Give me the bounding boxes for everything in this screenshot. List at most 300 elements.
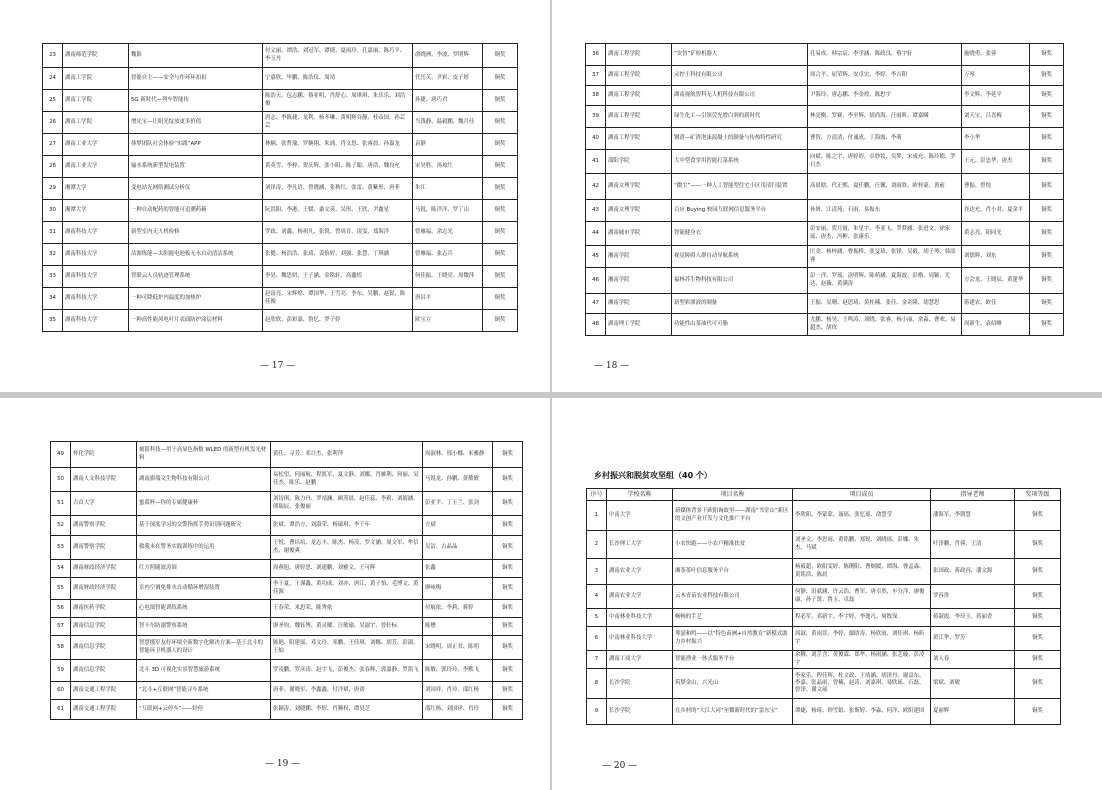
section-title: 乡村振兴和脱贫攻坚组（40 个） — [594, 471, 712, 480]
school-name: 湖南文理学院 — [606, 200, 672, 222]
row-number: 9 — [587, 699, 607, 725]
project-name: 智能自主——安全与作环环扣扣 — [129, 68, 263, 90]
advisors: 孙捷、唐巧君 — [413, 90, 483, 112]
table-row — [587, 501, 1061, 531]
team-members: 孙妍、江清苑、石雨、易振东 — [808, 200, 962, 222]
row-number: 5 — [587, 609, 607, 627]
row-number: 41 — [586, 150, 606, 174]
advisors: 张鑫 — [423, 560, 493, 578]
team-members: 付文丽、谭浩、刘冠军、谭捷、夏雨玲、孔嘉丽、陈巧平、李玉丹 — [263, 44, 413, 68]
table-row — [51, 536, 523, 560]
award-level: 铜奖 — [493, 636, 523, 660]
school-name: 湖南科技大学 — [63, 288, 129, 310]
advisors: 方会龙、王晓辰、黄建华 — [962, 268, 1030, 294]
advisors: 付航依、李莉、蒋婷 — [423, 600, 493, 618]
advisors: 王元、彭忠华、唐杰 — [962, 150, 1030, 174]
team-members: 李千夏、王谨鑫、黄功成、刘亦、唐江、黄子怡、毛博文、黄佳源 — [271, 578, 423, 600]
row-number: 58 — [51, 636, 71, 660]
table-row — [51, 636, 523, 660]
table-header — [587, 489, 1061, 501]
school-name: 中南林业科技大学 — [607, 627, 673, 651]
advisors: 夏丽辉 — [931, 699, 1015, 725]
award-level: 铜奖 — [1015, 627, 1061, 651]
project-name: 一种自动配药的智能可追溯药箱 — [129, 200, 263, 222]
school-name: 湖南科技大学 — [63, 266, 129, 288]
project-name: 福林苏生物科技有限公司 — [672, 268, 808, 294]
advisors: 蒋建农、欧佳 — [962, 294, 1030, 314]
school-name: 湖南工程学院 — [606, 86, 672, 106]
project-name: 绿生化工—引领荧光增白剂的新时代 — [672, 106, 808, 128]
team-members: 尤鹏、杨昊、王鸣涛、刘晓、张睿、杨小丽、余淼、曹欢、易超杰、胡玫 — [808, 314, 962, 336]
advisors: 李小华 — [962, 128, 1030, 150]
advisors: 曹振、曾悦 — [962, 174, 1030, 200]
team-members: 高晨晗、代正熙、夏任鹏、汪馨、刘雨欣、欧梓豪、黄前 — [808, 174, 962, 200]
award-level: 铜奖 — [1030, 222, 1064, 246]
school-name: 湖南工学院 — [63, 112, 129, 134]
table-row — [587, 609, 1061, 627]
project-name: 室内空调免排水自动循环增湿装置 — [137, 578, 271, 600]
project-name: 变电站光网络测试分析仪 — [129, 178, 263, 200]
advisors: 曾雁福、张志兵 — [413, 244, 483, 266]
table-row — [51, 516, 523, 536]
school-name: 湖南农业大学 — [607, 559, 673, 585]
school-name: 湖南理工学院 — [606, 314, 672, 336]
advisors: 宋昊胜、汤琼红 — [413, 156, 483, 178]
award-level: 铜奖 — [493, 560, 523, 578]
award-level: 铜奖 — [1015, 501, 1061, 531]
advisors: 许达允、肖小君、夏金平 — [962, 200, 1030, 222]
advisors: 罗容贵 — [931, 585, 1015, 609]
table-row — [51, 560, 523, 578]
table-row — [43, 288, 518, 310]
project-name: “互联网+云停车”——轻停 — [137, 700, 271, 720]
row-number: 56 — [51, 600, 71, 618]
award-level: 铜奖 — [483, 112, 518, 134]
award-level: 铜奖 — [1030, 314, 1064, 336]
advisors: 代岳芙、尹彩、皮子婷 — [413, 68, 483, 90]
team-members: 周燕旭、唐婷思、刘通鹏、刘雅文、王可辉 — [271, 560, 423, 578]
project-name: 红方照随波涛围 — [137, 560, 271, 578]
award-level: 铜奖 — [493, 516, 523, 536]
project-name: “微尘”——一种人工智能型住宅小区用清扫装置 — [672, 174, 808, 200]
project-name: “安智”矿检机器人 — [672, 44, 808, 66]
table-row — [43, 156, 518, 178]
award-level: 铜奖 — [493, 578, 523, 600]
row-number: 61 — [51, 700, 71, 720]
project-name: 蜜蓝杯—你的专属健康杯 — [137, 492, 271, 516]
award-level: 铜奖 — [1030, 246, 1064, 268]
award-level: 铜奖 — [483, 178, 518, 200]
school-name: 湖南工学院 — [63, 68, 129, 90]
project-name: 大中型食堂用智能打菜系统 — [672, 150, 808, 174]
page-17 — [0, 0, 550, 392]
row-number: 33 — [43, 266, 63, 288]
table-row — [586, 294, 1064, 314]
school-name: 湖南警察学院 — [71, 516, 137, 536]
award-level: 铜奖 — [1030, 128, 1064, 150]
table-row — [43, 90, 518, 112]
team-members: 周合平、屈荣辉、安卓宏、李婷、李吉阳 — [808, 66, 962, 86]
award-level: 铜奖 — [1015, 669, 1061, 699]
row-number: 39 — [586, 106, 606, 128]
school-name: 湖南工程学院 — [606, 128, 672, 150]
advisors: 邵红杨、刘国祥、肖玲 — [423, 700, 493, 720]
award-level: 铜奖 — [483, 44, 518, 68]
award-level: 铜奖 — [1030, 150, 1064, 174]
school-name: 中南大学 — [607, 501, 673, 531]
advisors: 彭亚平、丁玉兰、张剑 — [423, 492, 493, 516]
advisors: 李文辉、李延平 — [962, 86, 1030, 106]
team-members: 杨毅超、欧阳雯婷、陈俐阳、曹炯媛、谭海、曹孟森、黄铭浩、陈晨 — [793, 559, 931, 585]
column-header: 奖项等级 — [1015, 489, 1061, 501]
table-row — [586, 200, 1064, 222]
project-name: 刻银科技—用于高显色指数 WLED 的新型有机发光材料 — [137, 442, 271, 468]
table-row — [43, 222, 518, 244]
award-level: 铜奖 — [1030, 106, 1064, 128]
row-number: 37 — [586, 66, 606, 86]
page-20 — [552, 398, 1102, 790]
award-level: 铜奖 — [1030, 66, 1064, 86]
row-number: 35 — [43, 310, 63, 332]
advisors: 曾雁福、余志光 — [413, 222, 483, 244]
page-19 — [0, 398, 550, 790]
row-number: 45 — [586, 246, 606, 268]
team-members: 赵欣欣、彭彩嘉、鲁忆、罗子婷 — [263, 310, 413, 332]
award-level: 铜奖 — [1030, 200, 1064, 222]
project-name: 北斗 3D 可视化实景智慧旅游系统 — [137, 660, 271, 682]
row-number: 42 — [586, 174, 606, 200]
team-members: 阮洪阳、李港、王媛、桑文英、吴彤、王欣、尹鑫星 — [263, 200, 413, 222]
table-row — [43, 310, 518, 332]
advisors: 黄江华、罗芳 — [931, 627, 1015, 651]
school-name: 湘南学院 — [606, 246, 672, 268]
school-name: 湖南工业大学 — [63, 156, 129, 178]
page-number: — 18 — — [594, 361, 630, 371]
project-name: “北斗+互联网”智能寻车系统 — [137, 682, 271, 700]
row-number: 44 — [586, 222, 606, 246]
page-number: — 19 — — [265, 759, 301, 769]
school-name: 湖南工学院 — [63, 90, 129, 112]
school-name: 湖南交通工程学院 — [71, 682, 137, 700]
table-row — [43, 266, 518, 288]
team-members: 尹海玲、唐志鹏、李金煌、陈思宇 — [808, 86, 962, 106]
award-level: 铜奖 — [483, 266, 518, 288]
project-name: 筑梦金山，兴光山 — [673, 669, 793, 699]
table-row — [43, 112, 518, 134]
row-number: 32 — [43, 244, 63, 266]
row-number: 50 — [51, 468, 71, 492]
school-name: 湘潭大学 — [63, 200, 129, 222]
column-header: 项目名称 — [673, 489, 793, 501]
row-number: 25 — [43, 90, 63, 112]
team-members: 黄佳、寻芳、邓日杰、张利萍 — [271, 442, 423, 468]
award-level: 铜奖 — [483, 310, 518, 332]
award-level: 铜奖 — [493, 618, 523, 636]
project-name: 智慧援军友好环境全新数字化解决方案—基于北斗的智能环卫机器人的设计 — [137, 636, 271, 660]
advisors: 唐昌平 — [413, 288, 483, 310]
team-members: 刘圣文、李思雨、黄铭鹏、郑锐、刘晓瑶、彭娜、朱杰、马斌 — [793, 531, 931, 559]
table-row — [587, 559, 1061, 585]
award-table — [50, 441, 523, 720]
team-members: 唐菲、谢晓军、李鑫鑫、付洋斌、唐诺 — [271, 682, 423, 700]
school-name: 湖南师范学院 — [63, 44, 129, 68]
school-name: 湖南财政经济学院 — [71, 578, 137, 600]
team-members: 唐志、李陈捷、龙利、杨冬琳、黄明辉谷静、杜帝国、孙芸芸 — [263, 112, 413, 134]
school-name: 邵阳学院 — [606, 150, 672, 174]
team-members: 彭一洋、罗瑶、涂明辉、陈萌涵、夏海波、彭楷、周颖、尤达、赵薇、黄满涛 — [808, 268, 962, 294]
table-row — [51, 468, 523, 492]
advisors: 朱江 — [413, 178, 483, 200]
table-row — [586, 106, 1064, 128]
table-row — [51, 600, 523, 618]
award-level: 铜奖 — [1015, 585, 1061, 609]
team-members: 张颖涛、刘晓鹏、李婷、肖腾权、谭昊芝 — [271, 700, 423, 720]
team-members: 张健、杨浩浩、张琦、姜怡婷、刘强、张慧、丁琪涵 — [263, 244, 413, 266]
project-name: 体梦团队社会体验“实践”APP — [129, 134, 263, 156]
row-number: 24 — [43, 68, 63, 90]
award-level: 铜奖 — [1015, 559, 1061, 585]
team-members: 余腾、刘芷含、黄俊霖、郑华、杨雨涵、张艺璇、彭凌宇 — [793, 651, 931, 669]
page-number: — 20 — — [602, 761, 638, 771]
table-row — [586, 268, 1064, 294]
advisors: 梁斌、刘敏 — [931, 669, 1015, 699]
project-name: 智卡尔防溺警察系统 — [137, 618, 271, 636]
award-level: 铜奖 — [483, 156, 518, 178]
school-name: 湖南警察学院 — [71, 536, 137, 560]
award-level: 铜奖 — [483, 200, 518, 222]
project-name: 基于深度学习的交警指挥手势识别问题研究 — [137, 516, 271, 536]
advisors: 刘国祥、肖玲、邵红杨 — [423, 682, 493, 700]
advisors: 袁静 — [413, 134, 483, 156]
row-number: 51 — [51, 492, 71, 516]
row-number: 7 — [587, 651, 607, 669]
school-name: 湖南科技大学 — [63, 310, 129, 332]
award-level: 铜奖 — [483, 222, 518, 244]
row-number: 55 — [51, 578, 71, 600]
team-members: 王振、吴珊、赵思琦、黄柱楠、张佳、金奇隆、胡慧思 — [808, 294, 962, 314]
table-row — [587, 531, 1061, 559]
school-name: 湖南工程学院 — [606, 66, 672, 86]
award-level: 铜奖 — [1030, 44, 1064, 66]
team-members: 刘泽涛、李凡语、曾晓涵、张秋红、张雷、黄紫彤、唐菲 — [263, 178, 413, 200]
project-name: 一种可降低炉内温度的加热炉 — [129, 288, 263, 310]
team-members: 林亮衡、罗赛、李至辉、胡尚海、汪雨昕、谭嘉曦 — [808, 106, 962, 128]
row-number: 6 — [587, 627, 607, 651]
row-number: 23 — [43, 44, 63, 68]
advisors: 欧宝立 — [413, 310, 483, 332]
school-name: 吉首大学 — [71, 492, 137, 516]
row-number: 48 — [586, 314, 606, 336]
school-name: 湖南农业大学 — [607, 585, 673, 609]
table-row — [586, 128, 1064, 150]
table-row — [587, 669, 1061, 699]
team-members: 王春荣、米思荣、陈秀依 — [271, 600, 423, 618]
project-name: 百应 Buying 校园互联网信息服务平台 — [672, 200, 808, 222]
table-row — [586, 314, 1064, 336]
project-name: 输水系统新型发电装置 — [129, 156, 263, 178]
table-row — [587, 627, 1061, 651]
award-table — [42, 43, 518, 332]
school-name: 湖南信息学院 — [71, 660, 137, 682]
table-row — [43, 244, 518, 266]
advisors: 万琴 — [962, 66, 1030, 86]
row-number: 52 — [51, 516, 71, 536]
team-members: 匡金、杨梓涵、曹振桥、张旻琦、张锋、吴毅、胡子琴、韩添睿 — [808, 246, 962, 268]
award-table — [586, 488, 1061, 725]
team-members: 张斌、谭浩方、刘淑荣、杨瑞琪、李千年 — [271, 516, 423, 536]
project-name: 云木青苗农业科技有限公司 — [673, 585, 793, 609]
team-members: 程必军、邓新宇、李宇婷、李逸凡、周牧琛 — [793, 609, 931, 627]
award-level: 铜奖 — [483, 68, 518, 90]
project-name: 智联云人员轨迹管理系统 — [129, 266, 263, 288]
school-name: 湖南人文科技学院 — [71, 468, 137, 492]
award-level: 铜奖 — [483, 244, 518, 266]
advisors: 马锐龙、孙鹏、黄敏敏 — [423, 468, 493, 492]
table-row — [51, 660, 523, 682]
advisors: 陈敏、郭玲玲、李默飞 — [423, 660, 493, 682]
table-row — [43, 44, 518, 68]
table-row — [586, 44, 1064, 66]
team-members: 向斌、陈之宇、唐婷婷、卓妙妆、吴梦、宋成允、陈玲娟、罗日杰 — [808, 150, 962, 174]
column-header: 项目成员 — [793, 489, 931, 501]
column-header: 指导老师 — [931, 489, 1015, 501]
table-row — [586, 222, 1064, 246]
row-number: 49 — [51, 442, 71, 468]
table-row — [587, 699, 1061, 725]
advisors: 蒋淑霞、李玲玉、蒋丽香 — [931, 609, 1015, 627]
school-name: 湖南科技大学 — [63, 222, 129, 244]
team-members: 罗凌鹏、罗彦涛、赵宇飞、彭俊杰、张春辉、郭嘉静、罗凯飞 — [271, 660, 423, 682]
row-number: 26 — [43, 112, 63, 134]
project-name: 在乡村的“大江大河”至微新时代的“雷东宝” — [673, 699, 793, 725]
advisors: 施晓勇、张蓉 — [962, 44, 1030, 66]
project-name: 洁源炼能—太阳能电池板无水自动清洁系统 — [129, 244, 263, 266]
project-name: 湘茶茶叶信息服务平台 — [673, 559, 793, 585]
row-number: 34 — [43, 288, 63, 310]
award-level: 铜奖 — [1030, 268, 1064, 294]
table-row — [586, 66, 1064, 86]
school-name: 湖南文理学院 — [606, 174, 672, 200]
advisors: 刘天宝、吕喜梅 — [962, 106, 1030, 128]
advisors: 当钱静、温毅鹏、魏月佳 — [413, 112, 483, 134]
advisors: 张国政、蒋政容、潘文源 — [931, 559, 1015, 585]
school-name: 湖南医药学院 — [71, 600, 137, 618]
row-number: 54 — [51, 560, 71, 578]
table-row — [43, 200, 518, 222]
award-level: 铜奖 — [483, 288, 518, 310]
award-table — [585, 43, 1064, 336]
table-row — [587, 585, 1061, 609]
table-row — [43, 134, 518, 156]
school-name: 长沙学院 — [607, 669, 673, 699]
table-row — [587, 651, 1061, 669]
school-name: 长沙理工大学 — [607, 531, 673, 559]
table-row — [51, 700, 523, 720]
team-members: 陈浩天、包志鹏、蔡亚明、肖舒心、周琪琪、朱乐乐、刘浩俊 — [263, 90, 413, 112]
project-name: 湖南旗端文生物科技有限公司 — [137, 468, 271, 492]
project-name: 魏影 — [129, 44, 263, 68]
school-name: 湖南交通工程学院 — [71, 700, 137, 720]
award-level: 铜奖 — [493, 536, 523, 560]
table-row — [586, 86, 1064, 106]
team-members: 周淑、黄雨萱、李婷、鄢晗涛、杨欣雨、刘佳琪、杨昕宇 — [793, 627, 931, 651]
award-level: 铜奖 — [1015, 531, 1061, 559]
project-name: 功能性山茶油代可可脂 — [672, 314, 808, 336]
advisors: 廖咏梅 — [423, 578, 493, 600]
team-members: 李欣阳、李蒙蒙、聂瑶、张忆瑶、俞慧莹 — [793, 501, 931, 531]
project-name: 钢渣—矿渣泡沫混凝土的制备与传热特性研究 — [672, 128, 808, 150]
table-row — [51, 618, 523, 636]
team-members: 罗政、刘鑫、杨祖凡、张锐、曾周育、凌雯、郑海洋 — [263, 222, 413, 244]
award-level: 铜奖 — [1015, 609, 1061, 627]
row-number: 47 — [586, 294, 606, 314]
award-level: 铜奖 — [493, 442, 523, 468]
team-members: 王悦、曹培培、龙志丰、陈杰、杨茂、罗文涵、周文军、牟信杰、谢俊爽 — [271, 536, 423, 560]
advisors: 潘海军、李朝慧 — [931, 501, 1015, 531]
advisors: 周新生、袁绍峰 — [962, 314, 1030, 336]
table-row — [586, 174, 1064, 200]
project-name: 新媒体背景下欧阳询故里——湖南“书堂山”新区的文创产业开发与文化推广平台 — [673, 501, 793, 531]
school-name: 湖南工程学院 — [606, 106, 672, 128]
row-number: 3 — [587, 559, 607, 585]
team-members: 廖圣钧、魏钰博、黄灵曜、汪敏瑜、吴淑宇、曾轩标 — [271, 618, 423, 636]
team-members: 赵富亮、宋辉煌、谭国华、王雪亮、李东、吴鹏、赵锐、陈佳俊 — [263, 288, 413, 310]
row-number: 46 — [586, 268, 606, 294]
school-name: 湘潭大学 — [63, 178, 129, 200]
award-level: 铜奖 — [1015, 699, 1061, 725]
award-level: 铜奖 — [1015, 651, 1061, 669]
award-level: 铜奖 — [1030, 86, 1064, 106]
team-members: 彭安丽、贺月霞、朱星宇、李亚飞、罗梦涵、张进文、徐家瑶、唐杰、冯彬、张康乐 — [808, 222, 962, 246]
team-members: 刘诗琪、陈力丹、罗靖澜、顾茂晨、赵佳蕊、李莉、刘婧涵、熊瑞辰、张俊丽 — [271, 492, 423, 516]
row-number: 36 — [586, 44, 606, 66]
advisors: 马锐、陈洋洋、罗丁山 — [413, 200, 483, 222]
award-level: 铜奖 — [493, 660, 523, 682]
row-number: 30 — [43, 200, 63, 222]
page-18 — [552, 0, 1102, 392]
table-row — [51, 682, 523, 700]
advisors: 刘人春 — [931, 651, 1015, 669]
row-number: 59 — [51, 660, 71, 682]
table-row — [586, 246, 1064, 268]
school-name: 中南林业科技大学 — [607, 609, 673, 627]
team-members: 孔易成、韩宗宸、李学涵、陈政良、蔡宇轩 — [808, 44, 962, 66]
advisors: 吴洁、古晶晶 — [423, 536, 493, 560]
school-name: 湘南学院 — [606, 268, 672, 294]
team-members: 林楠、张哲瑜、罗婉翔、朱浦、肖文思、张睿晨、孙嘉龙 — [263, 134, 413, 156]
school-name: 湘南学院 — [606, 294, 672, 314]
row-number: 8 — [587, 669, 607, 699]
project-name: 增光宝—让阳光绽放更多价值 — [129, 112, 263, 134]
team-members: 易松望、何丽航、程凯军、夏文静、刘娜、肖雁利、何丽、吴佳杰、陈乐、赵鹏 — [271, 468, 423, 492]
table-row — [586, 150, 1064, 174]
team-members: 谭婕、杨琦、钟雪娟、张斯婷、李淼、何洋、欧阳建国 — [793, 699, 931, 725]
row-number: 4 — [587, 585, 607, 609]
award-level: 铜奖 — [1030, 174, 1064, 200]
row-number: 60 — [51, 682, 71, 700]
award-level: 铜奖 — [1030, 294, 1064, 314]
advisors: 俞晓洲、李波、罗明辉 — [413, 44, 483, 68]
school-name: 湖南科技大学 — [63, 244, 129, 266]
team-members: 宁嘉欣、毕鹏、陈浩仪、周靖 — [263, 68, 413, 90]
table-row — [51, 578, 523, 600]
project-name: 视觉障碍人群自动导航系统 — [672, 246, 808, 268]
project-name: 一种高性能风电叶片表面防护涂层材料 — [129, 310, 263, 332]
project-name: 琴瑟和鸣——以“特色苗圃+自然教育”新模式助力乡村振兴 — [673, 627, 793, 651]
column-header: 学校名称 — [607, 489, 673, 501]
row-number: 2 — [587, 531, 607, 559]
page-number: — 17 — — [260, 361, 296, 371]
